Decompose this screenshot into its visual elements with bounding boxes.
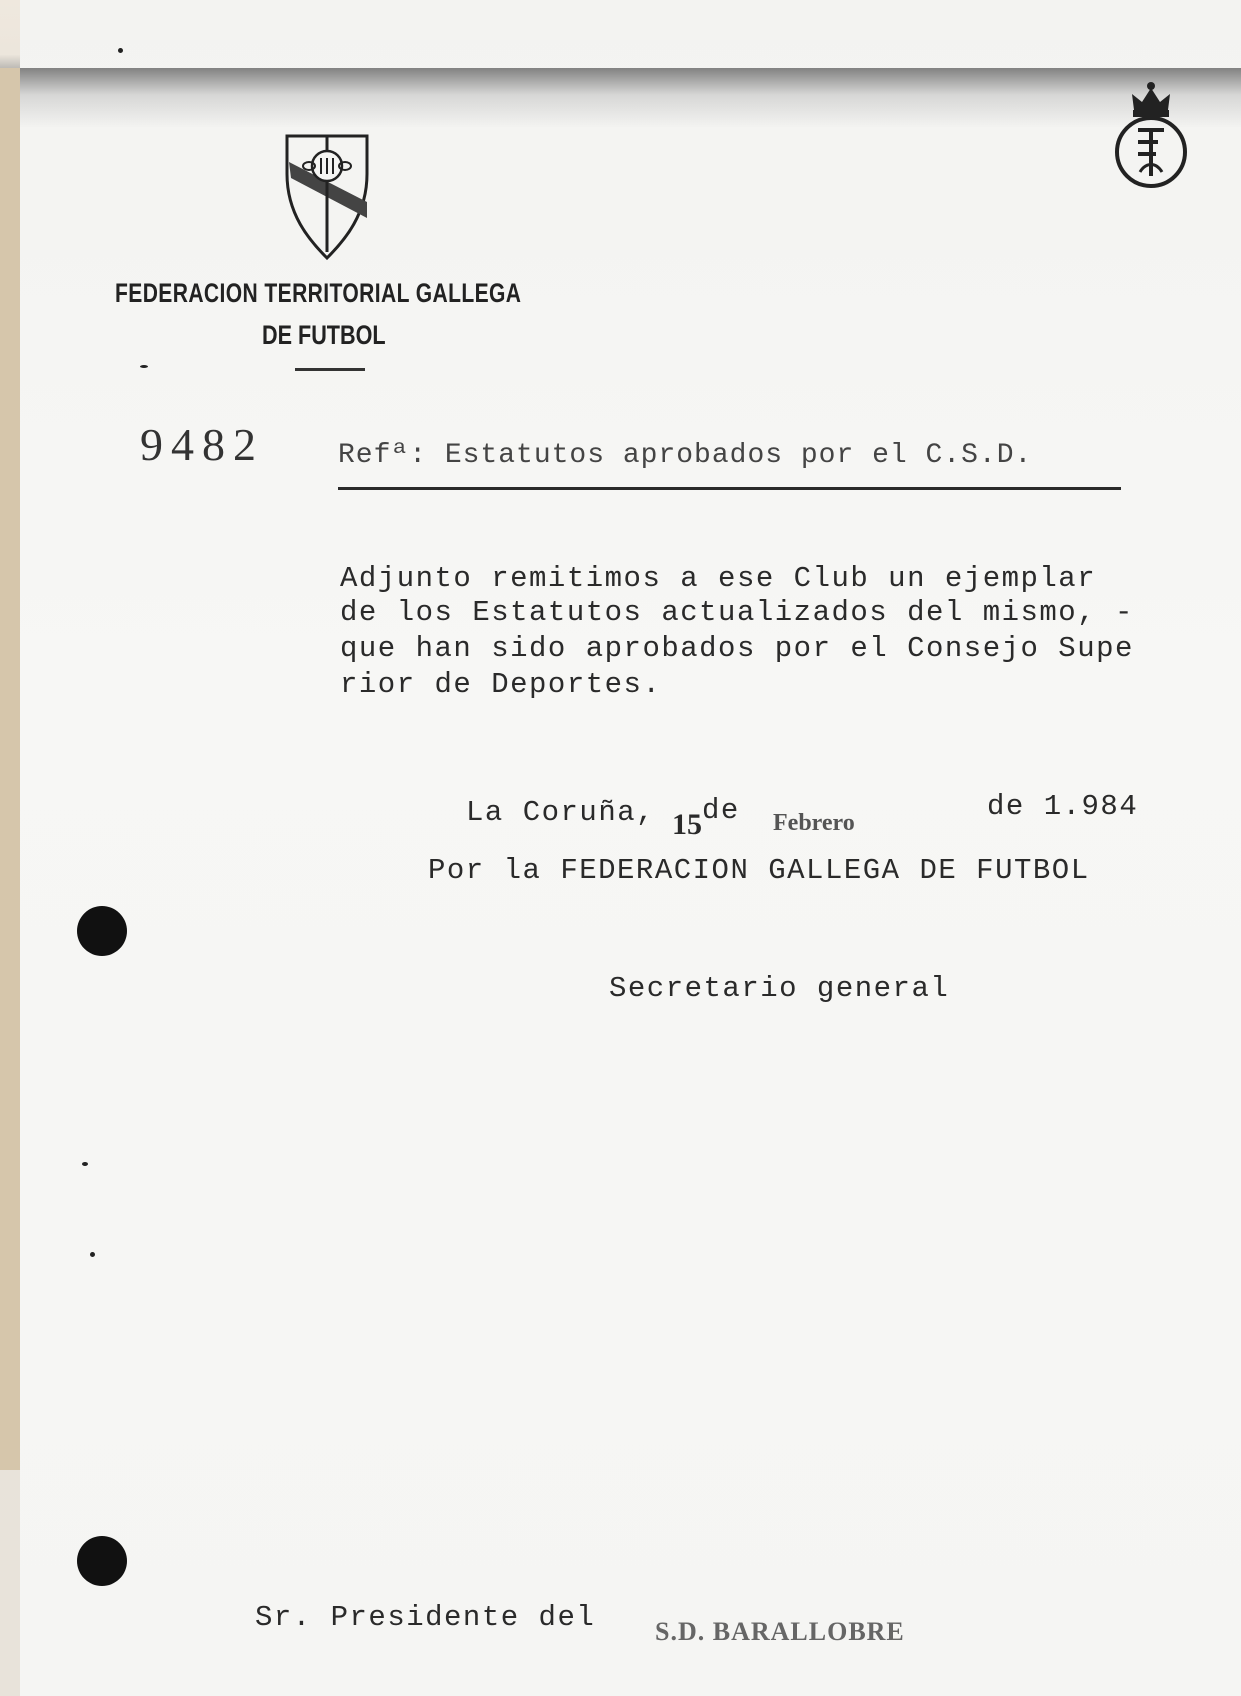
date-day: 15 [672,808,702,841]
recipient-club: S.D. BARALLOBRE [655,1617,905,1646]
punch-hole-upper [77,906,127,956]
federation-shield-icon [283,132,371,262]
organization-name-line1: FEDERACION TERRITORIAL GALLEGA [115,278,522,308]
reference-underline [338,487,1121,490]
royal-crest-icon [1110,80,1192,192]
paper-left-edge-lower [0,1470,20,1696]
reference-line: Refª: Estatutos aprobados por el C.S.D. [338,440,1033,471]
date-month: Febrero [773,810,855,836]
body-line-3: que han sido aprobados por el Consejo Supe [340,632,1134,665]
date-place: La Coruña, [466,796,656,829]
signatory-title: Secretario general [609,972,950,1005]
ink-speck [118,48,123,53]
date-connector: de [702,794,740,827]
body-line-1: Adjunto remitimos a ese Club un ejemplar [340,562,1097,595]
paper-left-edge [0,68,20,1696]
punch-hole-lower [77,1536,127,1586]
signatory-organization: Por la FEDERACION GALLEGA DE FUTBOL [428,854,1090,887]
letter-page [20,0,1241,1696]
document-number: 9482 [140,419,264,470]
recipient-prefix: Sr. Presidente del [255,1601,596,1634]
date-year: de 1.984 [987,790,1139,823]
body-line-2: de los Estatutos actualizados del mismo, - [340,596,1134,629]
body-line-4: rior de Deportes. [340,668,662,701]
ink-speck [140,365,148,368]
letterhead-divider [295,368,365,371]
organization-name-line2: DE FUTBOL [262,320,386,350]
photocopy-shadow-band [20,68,1241,128]
ink-speck [82,1162,88,1166]
ink-speck [90,1252,95,1257]
